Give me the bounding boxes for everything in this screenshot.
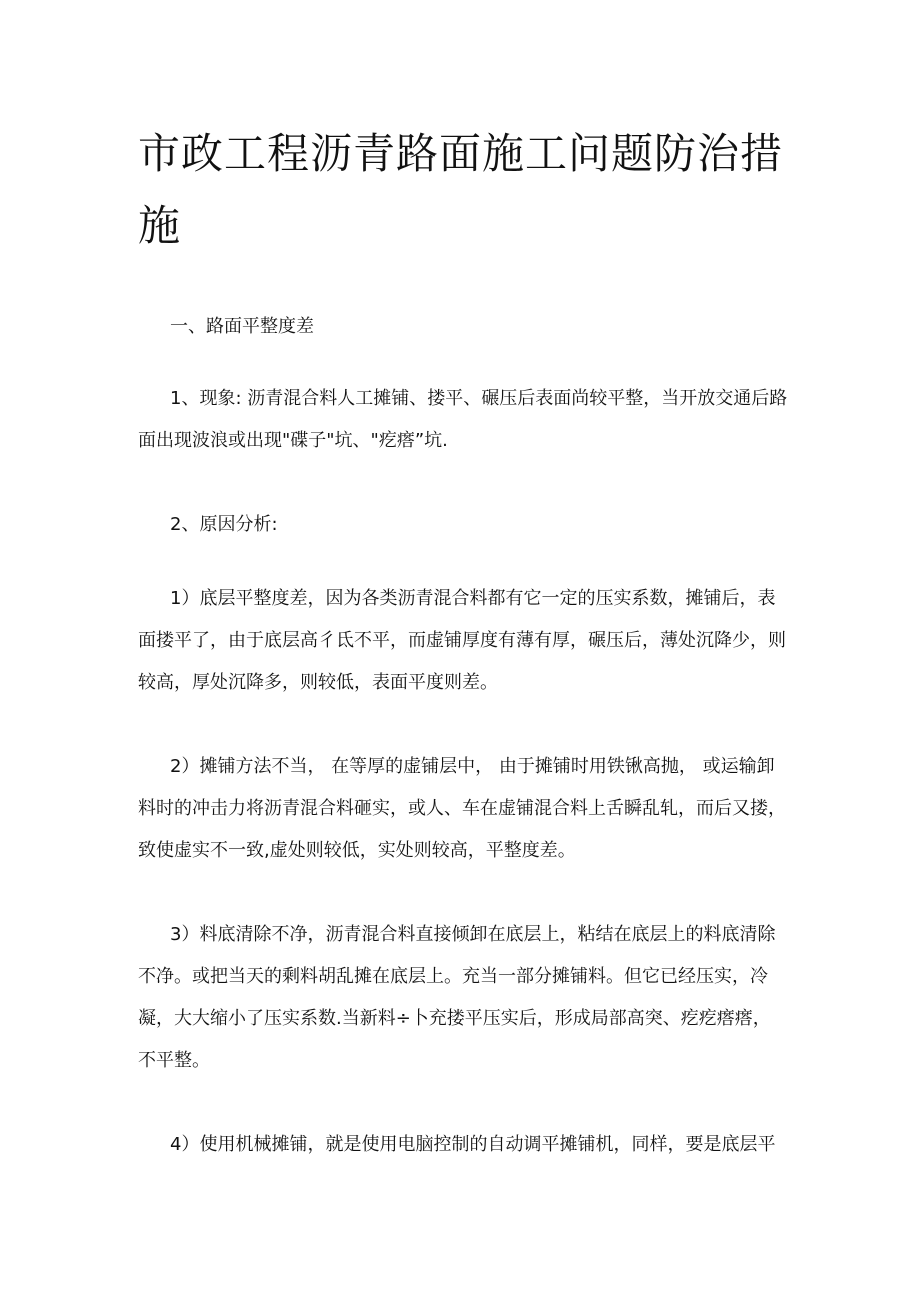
paragraph-cause-heading: 2、原因分析: <box>170 514 278 535</box>
paragraph-cause-1: 1）底层平整度差，因为各类沥青混合料都有它一定的压实系数，摊铺后，表面搂平了，由于底层高彳氐不平，而虚铺厚度有薄有厚，碾压后，薄处沉降少，则较高，厚处沉降多，则较低，表面平度则差。 <box>138 588 786 693</box>
document-title: 市政工程沥青路面施工问题防治措施 <box>138 129 784 250</box>
section-heading: 一、路面平整度差 <box>170 316 314 337</box>
paragraph-phenomenon: 1、现象: 沥青混合料人工摊铺、搂平、碾压后表面尚较平整，当开放交通后路面出现波浪或出现"碟子"坑、"疙瘩”坑. <box>138 388 788 451</box>
paragraph-cause-2: 2）摊铺方法不当， 在等厚的虚铺层中， 由于摊铺时用铁锹高抛， 或运输卸料时的冲击力将沥青混合料砸实，或人、车在虚铺混合料上舌瞬乱轧，而后又搂，致使虚实不一致,虚处则较低，实处则较高，平整度差。 <box>138 756 786 861</box>
paragraph-cause-3: 3）料底清除不净，沥青混合料直接倾卸在底层上，粘结在底层上的料底清除不净。或把当天的剩料胡乱摊在底层上。充当一部分摊铺料。但它已经压实，冷凝，大大缩小了压实系数.当新料÷卜充搂平压实后，形成局部高突、疙疙瘩瘩，不平整。 <box>138 924 776 1071</box>
paragraph-cause-4: 4）使用机械摊铺，就是使用电脑控制的自动调平摊铺机，同样，要是底层平 <box>170 1134 776 1155</box>
